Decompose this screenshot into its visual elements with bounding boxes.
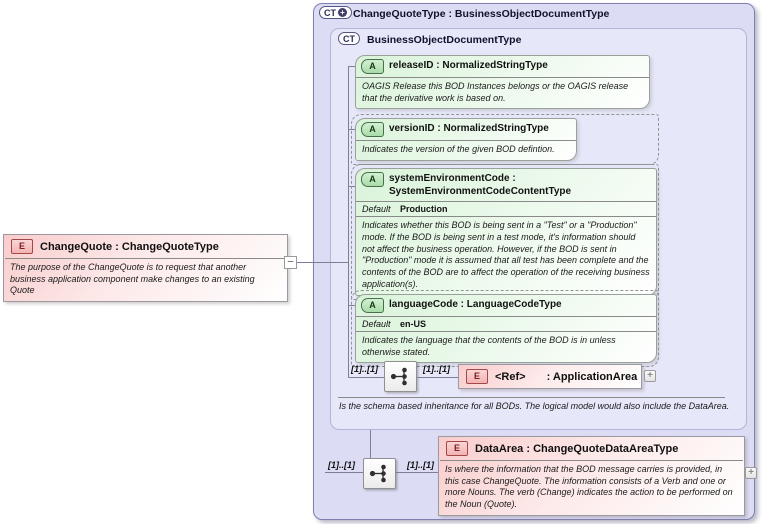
stub-sequence: [348, 377, 384, 378]
attribute-icon: A: [361, 172, 384, 187]
expand-icon[interactable]: +: [745, 467, 757, 479]
attribute-releaseid[interactable]: [355, 55, 650, 109]
sequence-icon[interactable]: [384, 361, 417, 392]
attribute-releaseid-annotation: OAGIS Release this BOD Instances belongs or the OAGIS release that the derivative work is based on.: [362, 81, 629, 103]
attribute-languagecode-title: languageCode : LanguageCodeType: [389, 299, 562, 310]
attribute-languagecode-header: [356, 295, 656, 317]
ct-badge-label: CT: [343, 33, 355, 44]
connector-to-applicationarea: [417, 377, 458, 378]
ct-badge-label: CT: [324, 7, 336, 18]
sequence-glyph: [389, 366, 412, 387]
attribute-icon: A: [361, 122, 384, 137]
connector-to-dataarea: [396, 472, 438, 473]
element-applicationarea[interactable]: [458, 364, 642, 389]
element-dataarea-header: [439, 437, 744, 460]
cardinality-label: [1]..[1]: [423, 364, 450, 374]
connector-left-dataarea: [325, 472, 363, 473]
element-changequote-title: ChangeQuote : ChangeQuoteType: [40, 240, 219, 253]
element-dataarea[interactable]: [438, 436, 745, 516]
default-value: Production: [400, 204, 448, 215]
sequence-icon[interactable]: [363, 458, 396, 489]
attribute-languagecode-annotation: Indicates the language that the contents of the BOD is in unless otherwise stated.: [362, 335, 616, 357]
cardinality-label: [1]..[1]: [328, 460, 355, 470]
attribute-releaseid-title: releaseID : NormalizedStringType: [389, 60, 548, 71]
outer-container-title: ChangeQuoteType : BusinessObjectDocumentType: [353, 8, 610, 20]
element-icon: E: [11, 239, 33, 254]
attribute-languagecode-optional-wrapper: [351, 290, 659, 367]
cardinality-label: [1]..[1]: [407, 460, 434, 470]
attribute-languagecode-default: [356, 317, 656, 332]
element-changequote[interactable]: [3, 234, 288, 302]
basetype-badge: [338, 32, 360, 45]
default-value: en-US: [400, 319, 427, 329]
element-applicationarea-name: : ApplicationArea: [546, 370, 638, 383]
element-changequote-header: [4, 235, 287, 258]
element-applicationarea-ref: <Ref>: [495, 370, 526, 383]
default-label: Default: [362, 204, 391, 215]
stub-releaseid: [348, 66, 355, 67]
element-dataarea-annotation: Is where the information that the BOD message carries is provided, in this case ChangeQuote. The information consists of a Verb and one or more Nouns. The verb (Change) indicates the action to be performed on the Noun (Quote).: [445, 464, 733, 510]
connector-inner-to-sequence: [370, 430, 371, 458]
collapse-icon[interactable]: −: [284, 256, 297, 269]
attribute-trunk-line: [348, 66, 349, 377]
attribute-systemenvironmentcode-title: systemEnvironmentCode : SystemEnvironmentCodeContentType: [389, 173, 572, 198]
ct-plus-icon: +: [338, 8, 347, 17]
attribute-systemenvironmentcode[interactable]: [355, 168, 657, 296]
attribute-systemenvironmentcode-optional-wrapper: [351, 164, 659, 300]
attribute-systemenvironmentcode-header: [356, 169, 656, 202]
complextype-extension-badge: [319, 6, 352, 19]
attribute-systemenvironmentcode-default: [356, 202, 656, 217]
attribute-versionid-optional-wrapper: [351, 114, 659, 165]
attribute-versionid-annotation: Indicates the version of the given BOD defintion.: [362, 144, 555, 154]
element-changequote-annotation: The purpose of the ChangeQuote is to request that another business application component make changes to an existing Quote: [10, 262, 255, 296]
expand-icon[interactable]: +: [644, 370, 656, 382]
element-applicationarea-header: [459, 365, 641, 388]
note-separator: [338, 397, 725, 398]
attribute-versionid-header: [356, 119, 576, 141]
attribute-languagecode[interactable]: [355, 294, 657, 363]
default-label: Default: [362, 319, 391, 329]
inner-container-title: BusinessObjectDocumentType: [367, 34, 522, 46]
attribute-systemenvironmentcode-annotation: Indicates whether this BOD is being sent in a "Test" or a "Production" mode. If the BOD is being sent in a test mode, it's information should not affect the business operation. However, if the BOD is sent in "Production" mode it is assumed that all test has been complete and the contents of the BOD are to affect the operation of the receiving business application(s).: [362, 220, 650, 289]
attribute-releaseid-header: [356, 56, 649, 78]
inheritance-note: Is the schema based inheritance for all BODs. The logical model would also include the DataArea.: [339, 401, 730, 411]
element-icon: E: [446, 441, 468, 456]
attribute-icon: A: [361, 298, 384, 313]
element-icon: E: [466, 369, 488, 384]
sequence-glyph: [368, 463, 391, 484]
attribute-icon: A: [361, 59, 384, 74]
connector-changequote-to-type: [297, 262, 348, 263]
cardinality-label: [1]..[1]: [351, 364, 378, 374]
attribute-versionid[interactable]: [355, 118, 577, 161]
attribute-versionid-title: versionID : NormalizedStringType: [389, 123, 549, 134]
element-dataarea-title: DataArea : ChangeQuoteDataAreaType: [475, 442, 679, 455]
